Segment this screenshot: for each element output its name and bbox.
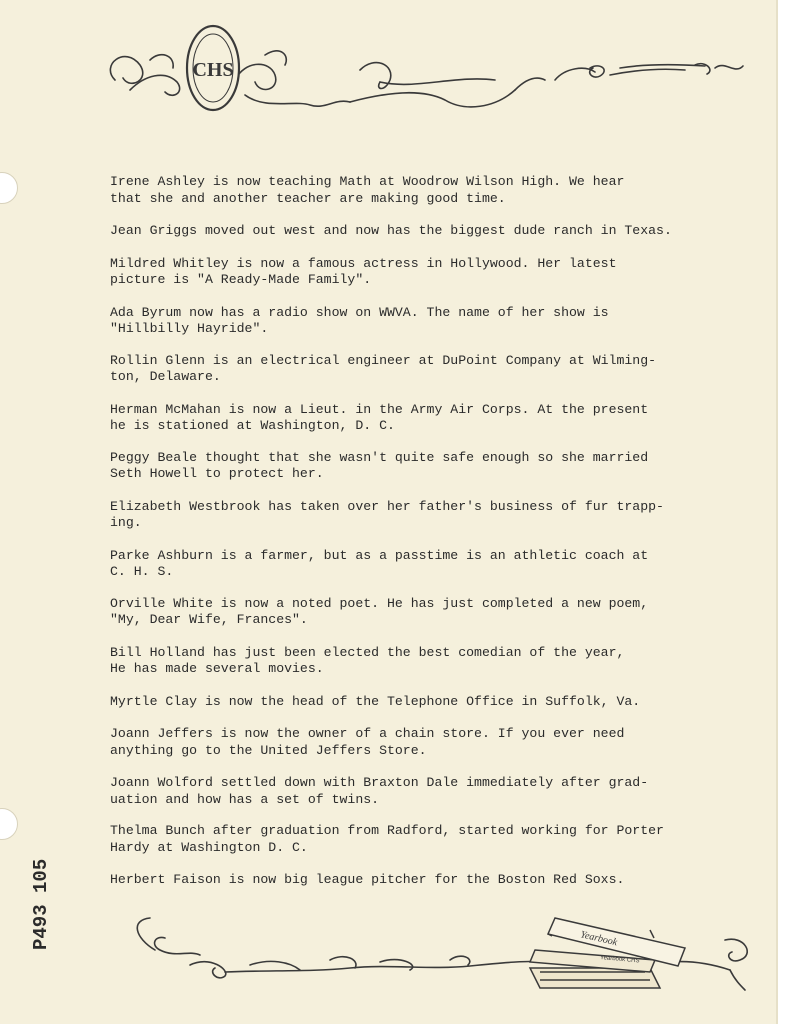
class-prophecy-text [110, 174, 700, 889]
paragraph: Ada Byrum now has a radio show on WWVA. The name of her show is "Hillbilly Hayride". [110, 304, 609, 336]
book-spine-label: Yearbook CHS [599, 955, 640, 965]
paragraph: Irene Ashley is now teaching Math at Woodrow Wilson High. We hear that she and another teacher are making good time. [110, 174, 625, 206]
book-cover-label: Yearbook [579, 929, 619, 949]
paragraph: Herbert Faison is now big league pitcher for the Boston Red Soxs. [110, 872, 625, 887]
paragraph: Joann Jeffers is now the owner of a chain store. If you ever need anything go to the United Jeffers Store. [110, 726, 625, 758]
paragraph: Elizabeth Westbrook has taken over her father's business of fur trapp- ing. [110, 498, 664, 530]
paragraph: Thelma Bunch after graduation from Radford, started working for Porter Hardy at Washington D. C. [110, 823, 664, 855]
archive-page-number [4, 736, 52, 956]
paragraph: Parke Ashburn is a farmer, but as a passtime is an athletic coach at C. H. S. [110, 547, 649, 579]
book-stack-icon [530, 918, 685, 988]
paragraph: Mildred Whitley is now a famous actress in Hollywood. Her latest picture is "A Ready-Made Family". [110, 255, 617, 287]
paragraph: Herman McMahan is now a Lieut. in the Army Air Corps. At the present he is stationed at Washington, D. C. [110, 401, 649, 433]
paragraph: Bill Holland has just been elected the best comedian of the year, He has made several movies. [110, 644, 625, 676]
paragraph: Orville White is now a noted poet. He has just completed a new poem, "My, Dear Wife, Frances". [110, 595, 649, 627]
paragraph: Jean Griggs moved out west and now has the biggest dude ranch in Texas. [110, 223, 672, 238]
chs-monogram: CHS [192, 59, 234, 81]
paragraph: Peggy Beale thought that she wasn't quite safe enough so she married Seth Howell to protect her. [110, 449, 649, 481]
footer-ornament [130, 910, 760, 1010]
header-ornament [95, 20, 755, 120]
paragraph: Joann Wolford settled down with Braxton Dale immediately after grad- uation and how has a set of twins. [110, 775, 649, 807]
archive-page-number-text: P493 105 [30, 858, 52, 950]
paragraph: Myrtle Clay is now the head of the Telephone Office in Suffolk, Va. [110, 693, 641, 709]
punch-hole-top [0, 172, 18, 204]
paragraph: Rollin Glenn is an electrical engineer at DuPoint Company at Wilming- ton, Delaware. [110, 352, 657, 384]
